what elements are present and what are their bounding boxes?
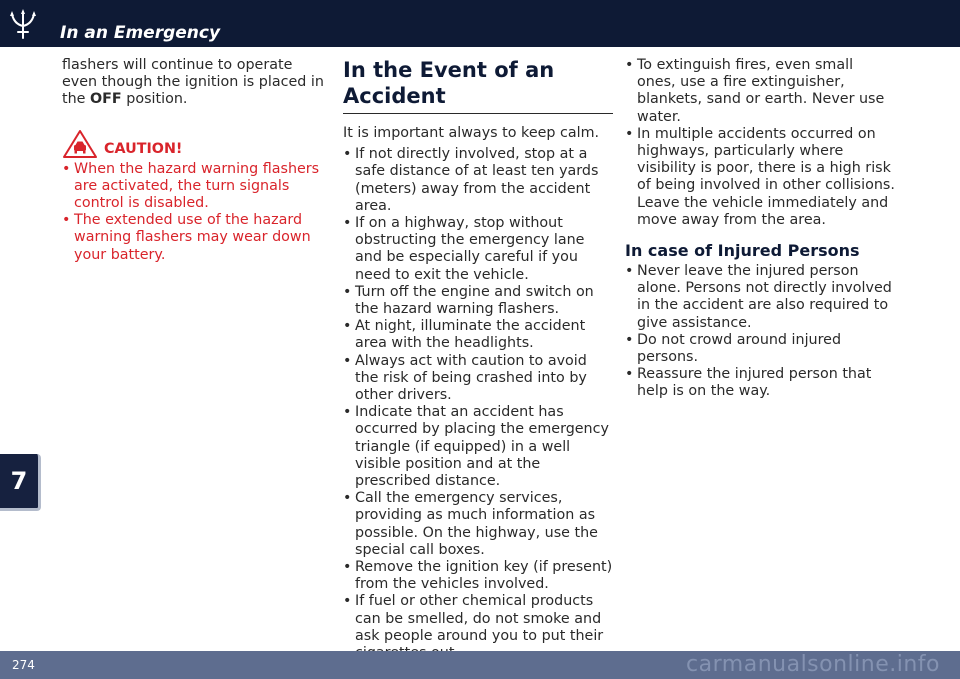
page-header xyxy=(0,0,960,47)
column-2 xyxy=(343,57,613,662)
list-item: • Never leave the injured person alone. Persons not directly involved in the accident are also required to give assistance. xyxy=(625,263,895,332)
injured-persons-list xyxy=(625,263,895,401)
list-item: • If fuel or other chemical products can be smelled, do not smoke and ask people around you to put their xyxy=(343,593,613,662)
car-warning-triangle-icon xyxy=(62,129,98,159)
off-label: OFF xyxy=(90,91,122,108)
list-item: • At night, illuminate the accident area with the headlights. xyxy=(343,318,613,352)
caution-item: • The extended use of the hazard warning flashers may wear down your battery. xyxy=(62,212,327,264)
column-3 xyxy=(625,57,895,401)
trident-logo-icon xyxy=(8,8,38,40)
intro-paragraph: It is important always to keep calm. xyxy=(343,125,600,141)
list-item: • To extinguish fires, even small ones, use a fire extinguisher, blankets, sand or earth. Never use water. xyxy=(625,57,895,126)
page-footer xyxy=(0,651,960,679)
list-item: • In multiple accidents occurred on highways, particularly where visibility is poor, there is a high risk of being involved in other collisions. Leave the vehicle immediately and move away from the area. xyxy=(625,126,895,229)
caution-item: • When the hazard warning flashers are activated, the turn signals control is disabled. xyxy=(62,161,327,213)
accident-steps-list-continued xyxy=(625,57,895,229)
page-section-title: In an Emergency xyxy=(60,23,221,43)
list-item: • Always act with caution to avoid the risk of being crashed into by other drivers. xyxy=(343,353,613,405)
column-1 xyxy=(62,57,327,264)
chapter-tab: 7 xyxy=(0,454,41,511)
list-item: • Indicate that an accident has occurred by placing the emergency triangle (if equipped) in a well visible position and at the prescribed distance. xyxy=(343,404,613,490)
subsection-heading: In case of Injured Persons xyxy=(625,241,860,261)
page-number: 274 xyxy=(12,658,35,672)
watermark-text: carmanualsonline.info xyxy=(686,652,940,677)
continuation-paragraph: flashers will continue to operate even though the ignition is placed in the OFF position. xyxy=(62,57,324,108)
list-item: • Turn off the engine and switch on the hazard warning flashers. xyxy=(343,284,613,318)
caution-box xyxy=(62,129,327,264)
list-item: • Do not crowd around injured persons. xyxy=(625,332,895,366)
section-heading: In the Event of an Accident xyxy=(343,57,613,114)
accident-steps-list xyxy=(343,146,613,662)
list-item: • Call the emergency services, providing as much information as possible. On the highway, use the special call boxes. xyxy=(343,490,613,559)
list-item: • Reassure the injured person that help is on the way. xyxy=(625,366,895,400)
list-item: • If not directly involved, stop at a safe distance of at least ten yards (meters) away from the accident area. xyxy=(343,146,613,215)
list-item: • If on a highway, stop without obstructing the emergency lane and be especially careful if you need to exit the vehicle. xyxy=(343,215,613,284)
caution-list xyxy=(62,161,327,264)
list-item: • Remove the ignition key (if present) from the vehicles involved. xyxy=(343,559,613,593)
caution-title: CAUTION! xyxy=(104,140,183,157)
